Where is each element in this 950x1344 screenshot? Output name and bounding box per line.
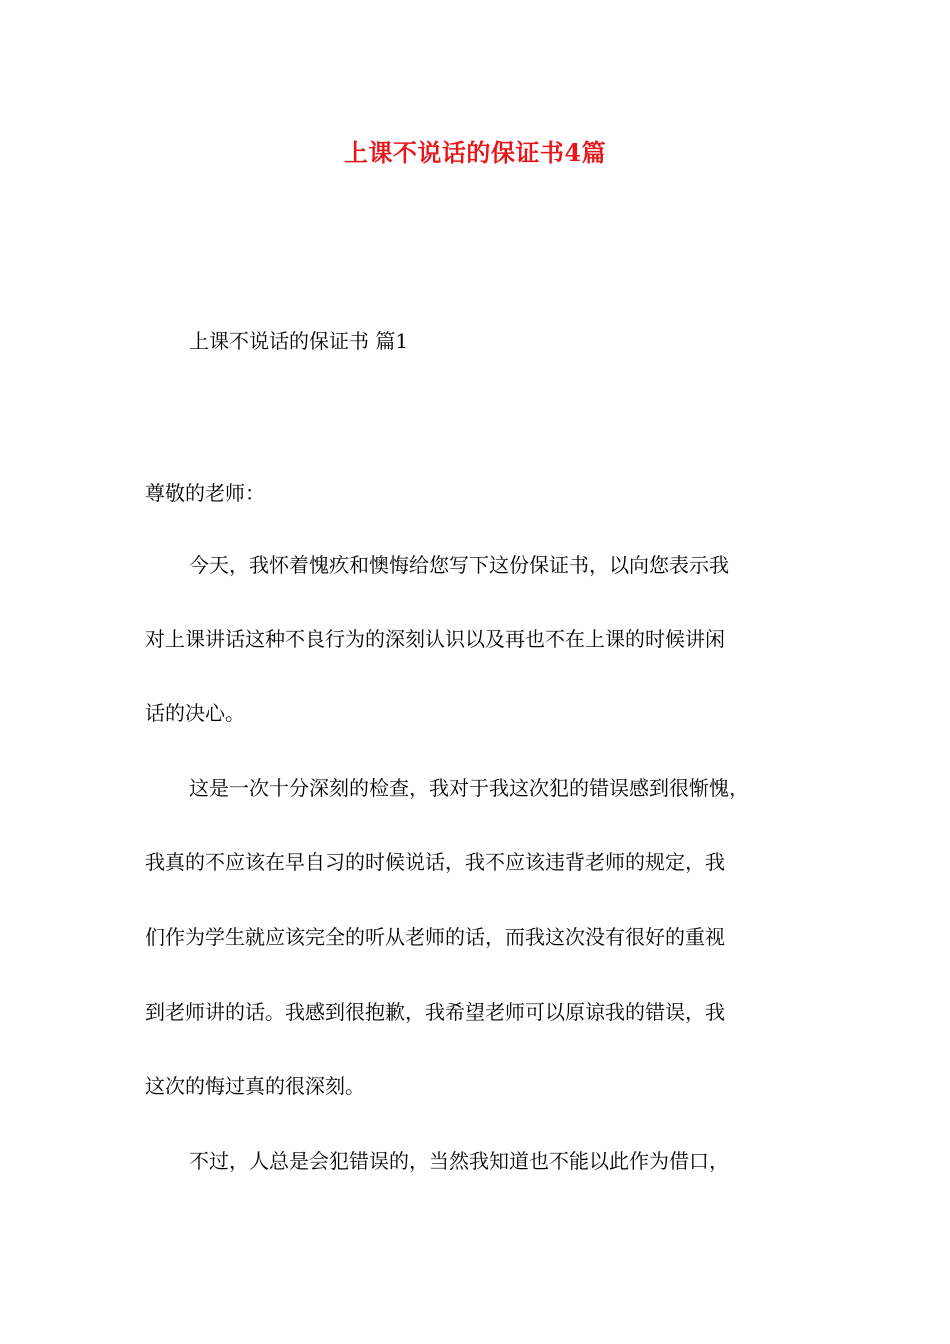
paragraph-line: 这次的悔过真的很深刻。 <box>145 1074 365 1098</box>
paragraph-line: 不过，人总是会犯错误的，当然我知道也不能以此作为借口， <box>189 1149 729 1173</box>
paragraph-line: 这是一次十分深刻的检查，我对于我这次犯的错误感到很惭愧， <box>189 776 749 800</box>
paragraph-line: 们作为学生就应该完全的听从老师的话，而我这次没有很好的重视 <box>145 925 725 949</box>
page-title: 上课不说话的保证书4篇 <box>343 138 607 167</box>
paragraph-line: 话的决心。 <box>145 701 245 725</box>
section-heading: 上课不说话的保证书 篇1 <box>189 329 409 353</box>
paragraph-line: 对上课讲话这种不良行为的深刻认识以及再也不在上课的时候讲闲 <box>145 627 725 651</box>
salutation: 尊敬的老师： <box>145 481 265 505</box>
paragraph-line: 我真的不应该在早自习的时候说话，我不应该违背老师的规定，我 <box>145 850 725 874</box>
paragraph-line: 到老师讲的话。我感到很抱歉，我希望老师可以原谅我的错误，我 <box>145 1000 725 1024</box>
paragraph-line: 今天，我怀着愧疚和懊悔给您写下这份保证书，以向您表示我 <box>189 553 729 577</box>
